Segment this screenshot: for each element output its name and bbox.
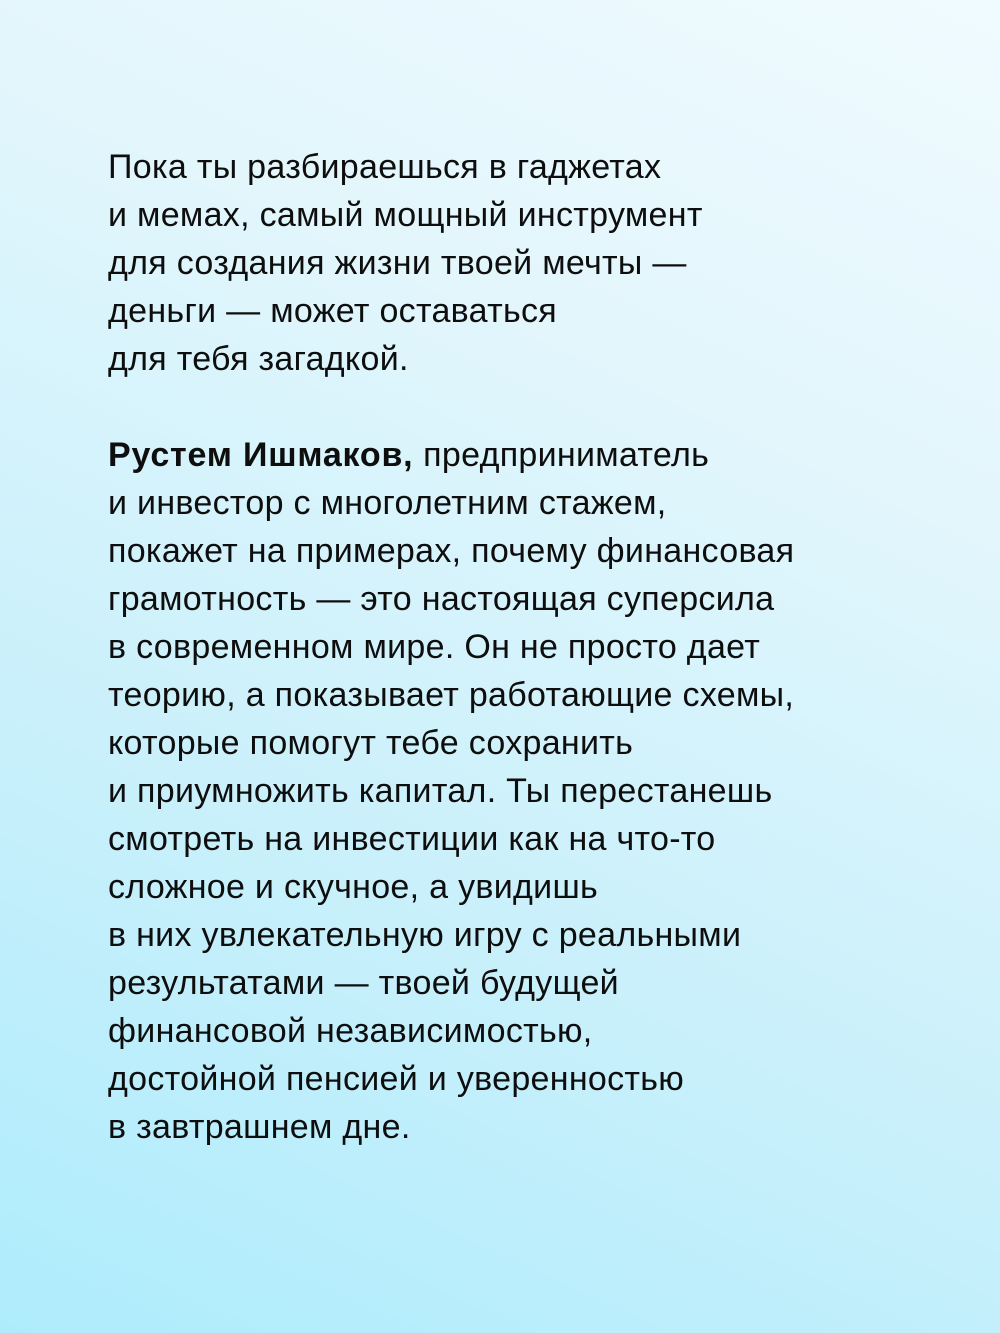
text-line: достойной пенсией и уверенностью xyxy=(108,1060,685,1098)
text-line: теорию, а показывает работающие схемы, xyxy=(108,676,795,714)
text-line: Пока ты разбираешься в гаджетах xyxy=(108,148,662,186)
text-block xyxy=(108,143,958,1199)
text-line: покажет на примерах, почему финансовая xyxy=(108,532,795,570)
text-line: для создания жизни твоей мечты — xyxy=(108,244,687,282)
text-line: в современном мире. Он не просто дает xyxy=(108,628,761,666)
intro-paragraph xyxy=(108,143,958,383)
text-line: грамотность — это настоящая суперсила xyxy=(108,580,775,618)
text-line: смотреть на инвестиции как на что-то xyxy=(108,820,716,858)
text-line: в завтрашнем дне. xyxy=(108,1108,411,1146)
text-line xyxy=(108,431,958,479)
text-line: и приумножить капитал. Ты перестанешь xyxy=(108,772,773,810)
text-line: финансовой независимостью, xyxy=(108,1012,593,1050)
text-line: и инвестор с многолетним стажем, xyxy=(108,484,667,522)
description-paragraph xyxy=(108,431,958,1151)
text-line: сложное и скучное, а увидишь xyxy=(108,868,599,906)
author-role: предприниматель xyxy=(413,436,710,474)
text-line: для тебя загадкой. xyxy=(108,340,409,378)
text-line: и мемах, самый мощный инструмент xyxy=(108,196,703,234)
author-name: Рустем Ишмаков, xyxy=(108,436,414,474)
text-line: которые помогут тебе сохранить xyxy=(108,724,634,762)
text-line: в них увлекательную игру с реальными xyxy=(108,916,742,954)
text-line: результатами — твоей будущей xyxy=(108,964,619,1002)
text-line: деньги — может оставаться xyxy=(108,292,558,330)
